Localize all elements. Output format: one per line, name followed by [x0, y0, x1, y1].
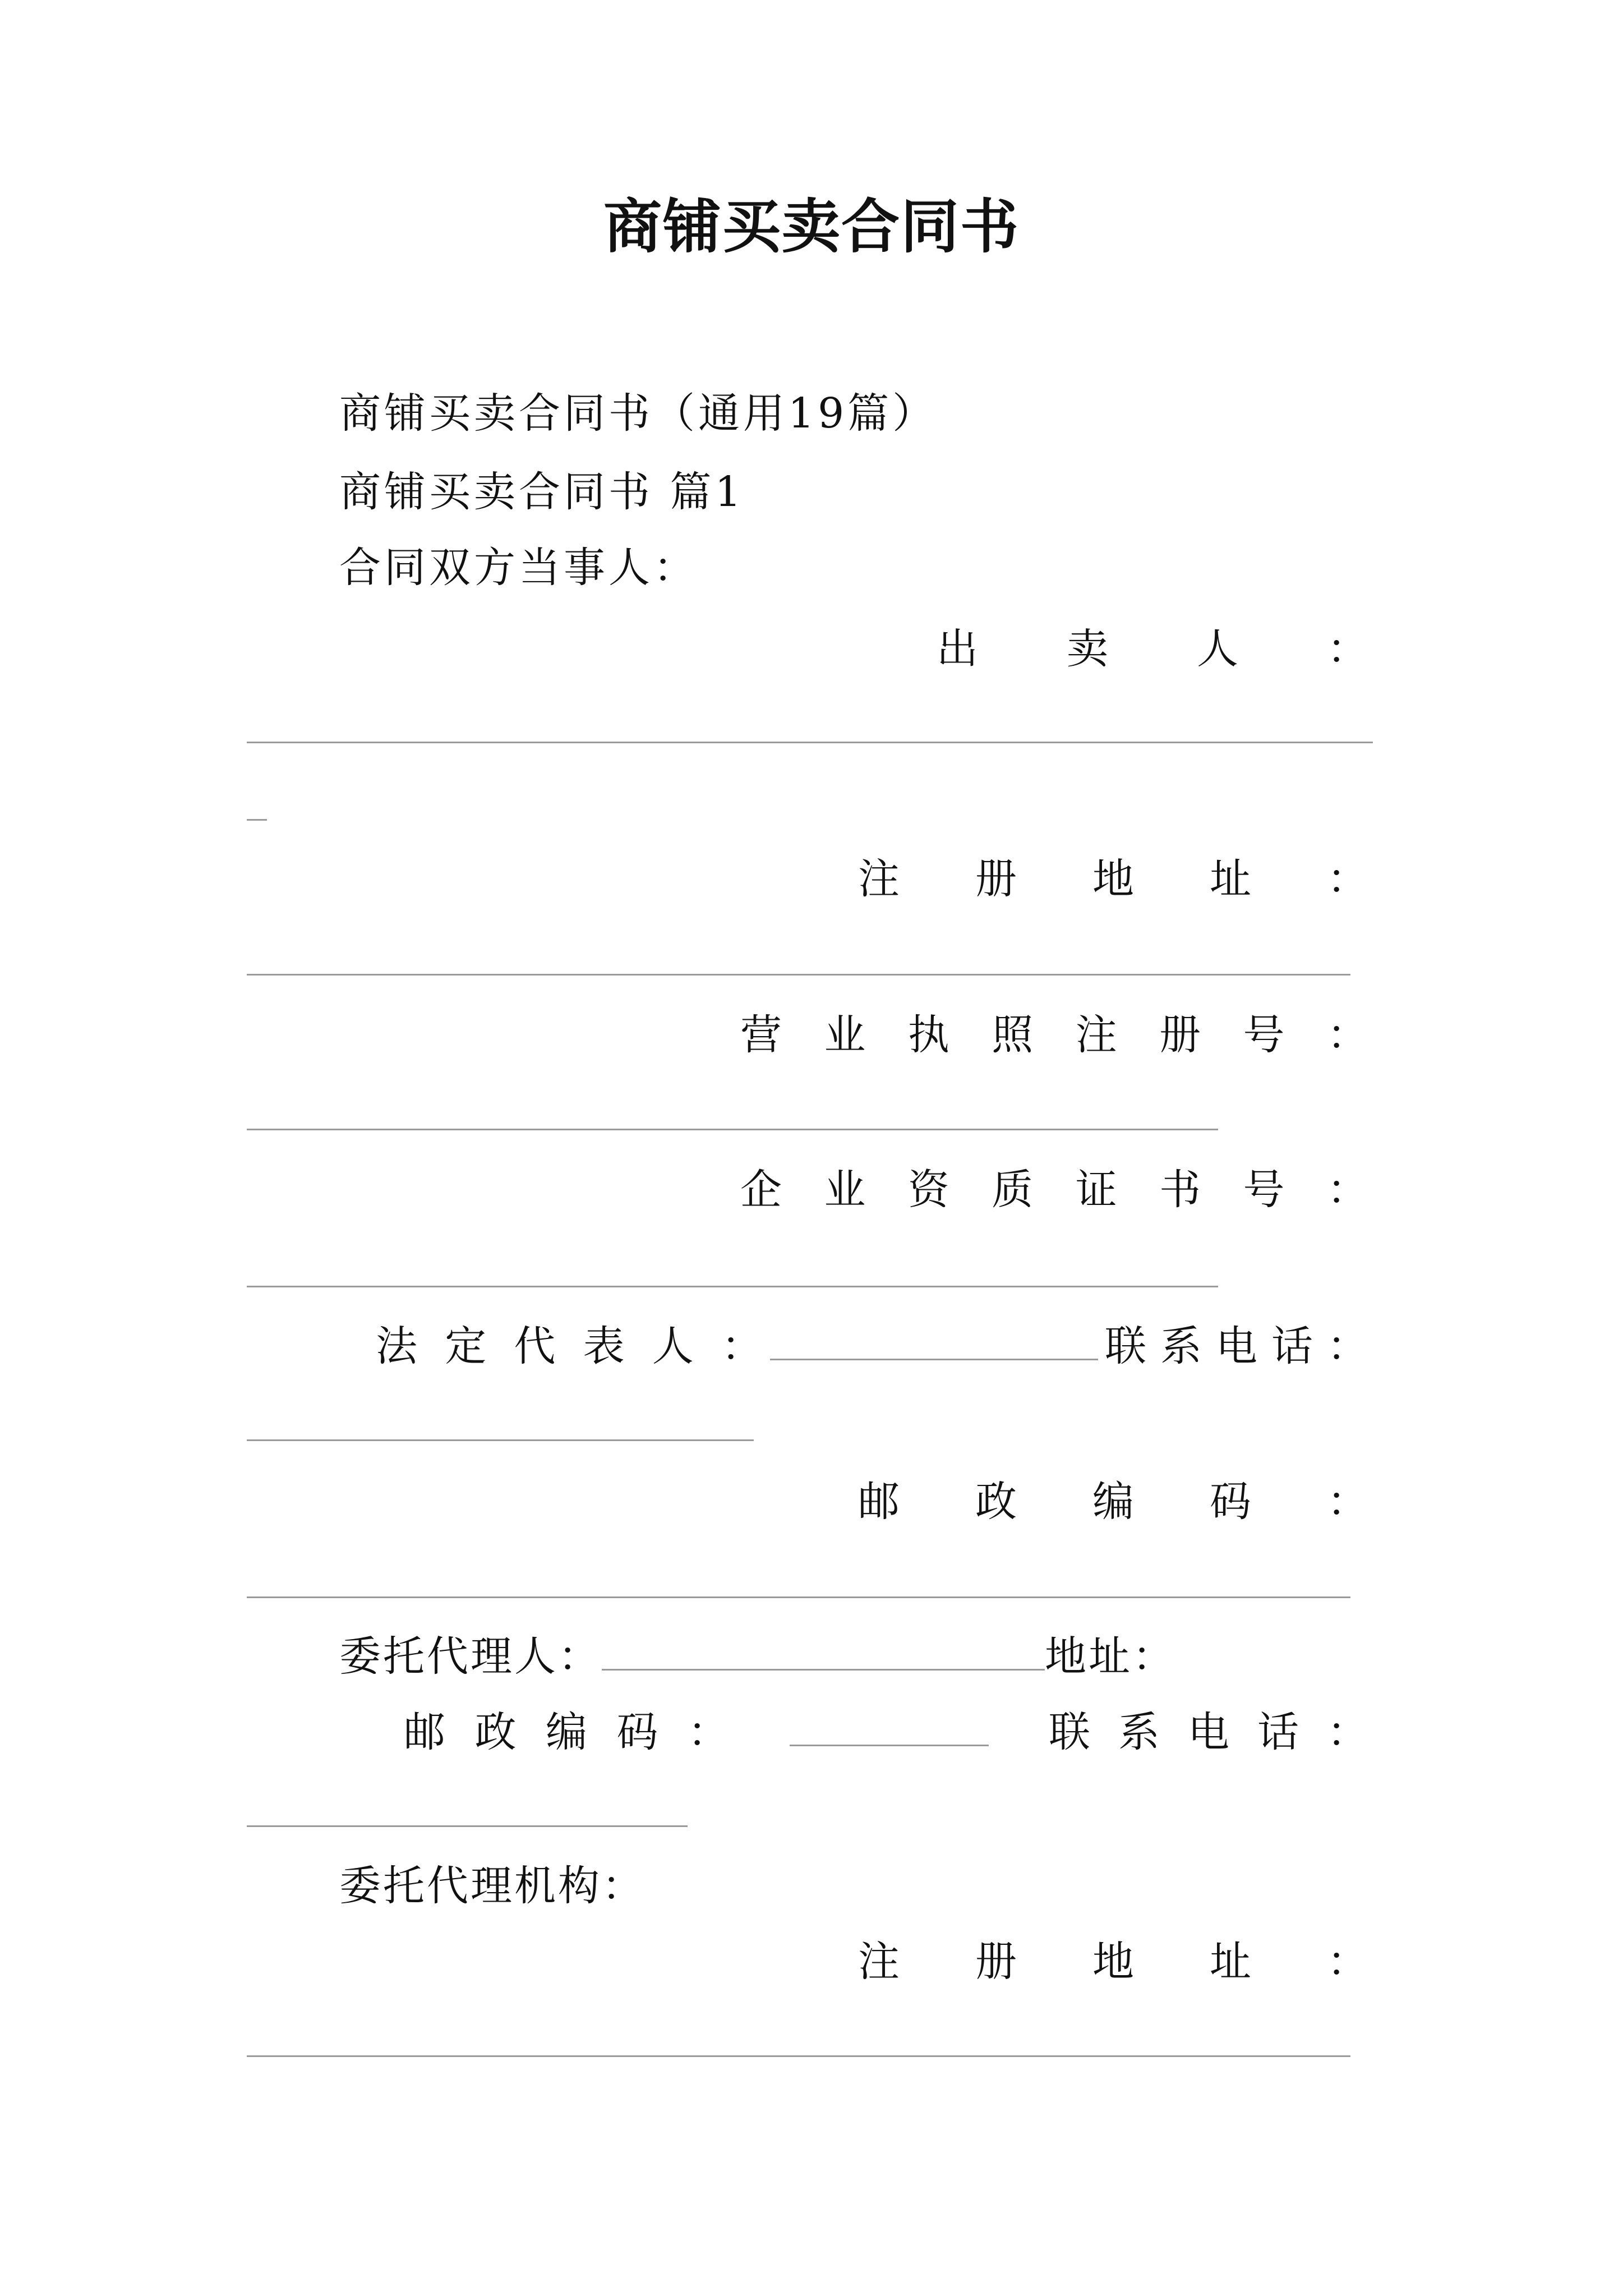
legal-rep-phone-label: [1105, 1322, 1368, 1370]
label-char: ：: [1327, 1938, 1368, 1986]
business-license-label: [247, 1011, 1368, 1059]
label-char: 人: [1197, 625, 1238, 673]
label-char: 地: [1092, 855, 1134, 903]
label-char: 政: [975, 1478, 1017, 1526]
label-char: 编: [1092, 1478, 1134, 1526]
label-char: 联: [1049, 1708, 1090, 1756]
label-char: 号: [1243, 1011, 1285, 1059]
postal-code-label: [247, 1478, 1368, 1526]
seller-blank: [247, 742, 1373, 743]
parties-intro: 合同双方当事人：: [339, 544, 698, 592]
label-char: 资: [907, 1166, 949, 1214]
label-char: 邮: [404, 1708, 445, 1756]
label-char: 话: [1257, 1708, 1299, 1756]
label-char: 注: [858, 855, 900, 903]
business-license-blank: [247, 1129, 1218, 1130]
postal-code-blank: [247, 1596, 1350, 1598]
label-char: 质: [992, 1166, 1034, 1214]
qualification-cert-label: [247, 1166, 1368, 1214]
agent-phone-label: [1049, 1708, 1368, 1756]
registered-address-blank: [247, 974, 1350, 976]
label-char: 业: [824, 1166, 866, 1214]
label-char: 业: [824, 1011, 866, 1059]
label-char: ：: [1327, 1322, 1368, 1370]
agent-phone-blank: [247, 1825, 688, 1827]
label-char: 注: [1075, 1011, 1117, 1059]
label-char: 注: [858, 1938, 900, 1986]
label-char: ：: [1327, 855, 1368, 903]
label-char: 地: [1092, 1938, 1134, 1986]
agent-postal-code-blank: [790, 1711, 989, 1746]
label-char: 电: [1216, 1322, 1257, 1370]
label-char: ：: [1327, 1708, 1368, 1756]
label-char: ：: [1326, 1166, 1368, 1214]
label-char: ：: [1327, 1478, 1368, 1526]
label-char: 址: [1210, 1938, 1251, 1986]
section-heading: 商铺买卖合同书 篇1: [339, 468, 745, 516]
agency-label: 委托代理机构：: [339, 1862, 645, 1910]
label-char: 号: [1243, 1166, 1285, 1214]
label-char: 出: [937, 625, 978, 673]
legal-rep-blank: [770, 1325, 1098, 1360]
agent-address-label: 地址：: [1045, 1632, 1176, 1681]
label-char: 营: [740, 1011, 782, 1059]
registered-address-label: [247, 855, 1368, 903]
label-char: 邮: [858, 1478, 900, 1526]
label-char: 址: [1210, 855, 1251, 903]
legal-rep-phone-blank: [247, 1439, 754, 1441]
label-char: 卖: [1067, 625, 1108, 673]
agent-postal-code-label: [404, 1708, 729, 1756]
agent-blank: [602, 1635, 1045, 1671]
agent-postal-line: [404, 1708, 1368, 1756]
seller-blank-tail: [247, 819, 267, 821]
label-char: ：: [721, 1322, 763, 1370]
label-char: 编: [546, 1708, 587, 1756]
label-char: 法: [376, 1322, 417, 1370]
label-char: 照: [992, 1011, 1034, 1059]
agency-registered-address-blank: [247, 2055, 1350, 2057]
legal-rep-line: [376, 1322, 1368, 1370]
label-char: ：: [688, 1708, 729, 1756]
label-char: 系: [1118, 1708, 1160, 1756]
label-char: 表: [583, 1322, 625, 1370]
label-char: 书: [1159, 1166, 1201, 1214]
agent-line: [339, 1632, 1176, 1681]
label-char: 企: [740, 1166, 782, 1214]
label-char: 话: [1271, 1322, 1313, 1370]
document-title: 商铺买卖合同书: [603, 192, 1020, 261]
label-char: ：: [1327, 625, 1368, 673]
seller-label: [247, 625, 1368, 673]
label-char: 码: [616, 1708, 658, 1756]
label-char: 政: [474, 1708, 517, 1756]
label-char: 系: [1160, 1322, 1202, 1370]
document-subtitle: 商铺买卖合同书（通用19篇）: [339, 389, 938, 438]
label-char: ：: [1326, 1011, 1368, 1059]
label-char: 执: [907, 1011, 949, 1059]
agent-label: 委托代理人：: [339, 1632, 602, 1681]
label-char: 册: [1159, 1011, 1201, 1059]
label-char: 联: [1105, 1322, 1146, 1370]
legal-rep-label: [376, 1322, 763, 1370]
label-char: 人: [652, 1322, 694, 1370]
label-char: 电: [1188, 1708, 1229, 1756]
label-char: 册: [975, 855, 1017, 903]
qualification-cert-blank: [247, 1286, 1218, 1287]
label-char: 代: [514, 1322, 556, 1370]
label-char: 码: [1210, 1478, 1251, 1526]
agency-registered-address-label: [247, 1938, 1368, 1986]
label-char: 册: [975, 1938, 1017, 1986]
label-char: 定: [445, 1322, 487, 1370]
label-char: 证: [1075, 1166, 1117, 1214]
